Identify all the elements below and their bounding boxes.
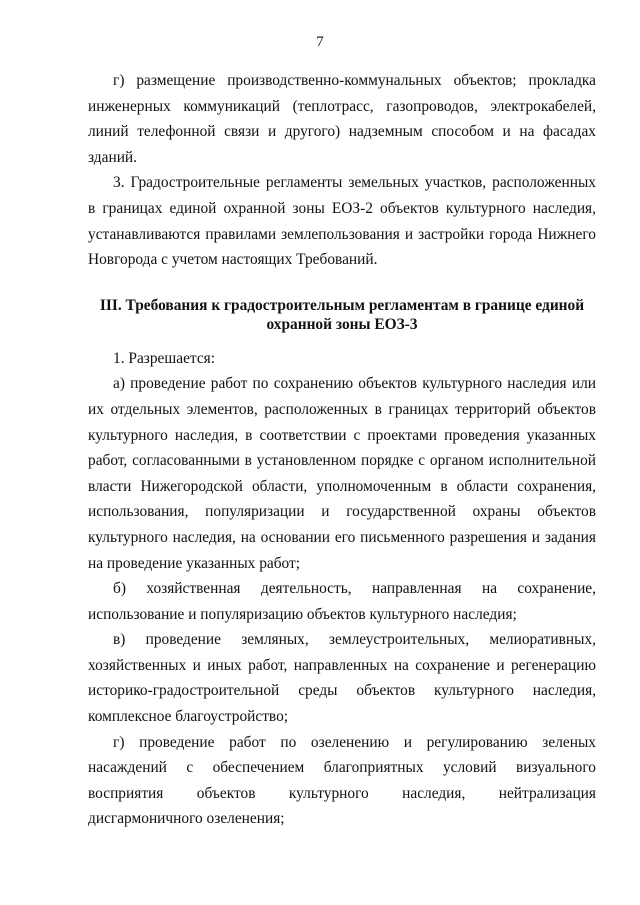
page-number: 7 xyxy=(316,34,324,50)
paragraph-placement-utilities: г) размещение производственно-коммунальных объектов; прокладка инженерных коммуникаций (теплотрасс, газопроводов, электрокабелей, линий телефонной связи и другого) надземным способом и на фасадах зданий. xyxy=(88,72,596,166)
document-body xyxy=(88,68,596,832)
paragraph-item-a: а) проведение работ по сохранению объектов культурного наследия или их отдельных элементов, расположенных в границах территорий объектов культурного наследия, в соответствии с проектами проведения указанных работ, согласованными в установленном порядке с органом исполнительной власти Нижегородской области, уполномоченным в области сохранения, использования, популяризации и государственной охраны объектов культурного наследия, на основании его письменного разрешения и задания на проведение указанных работ; xyxy=(88,375,596,572)
section-heading: III. Требования к градостроительным регламентам в границе единой охранной зоны ЕОЗ-3 xyxy=(99,296,585,333)
paragraph-eoz2-regulations: 3. Градостроительные регламенты земельных участков, расположенных в границах единой охранной зоны ЕОЗ-2 объектов культурного наследия, устанавливаются правилами землепользования и застройки города Нижнего Новгорода с учетом настоящих Требований. xyxy=(88,174,596,269)
paragraph-item-g: г) проведение работ по озеленению и регулированию зеленых насаждений с обеспечением благоприятных условий визуального восприятия объектов культурного наследия, нейтрализация дисгармоничного озеленения; xyxy=(88,733,596,828)
paragraph-item-b: б) хозяйственная деятельность, направленная на сохранение, использование и популяризацию объектов культурного наследия; xyxy=(88,580,596,623)
paragraph-permitted: 1. Разрешается: xyxy=(113,349,216,367)
paragraph-item-v: в) проведение земляных, землеустроительных, мелиоративных, хозяйственных и иных работ, направленных на сохранение и регенерацию историко-градостроительной среды объектов культурного наследия, комплексное благоустройство; xyxy=(88,631,596,726)
